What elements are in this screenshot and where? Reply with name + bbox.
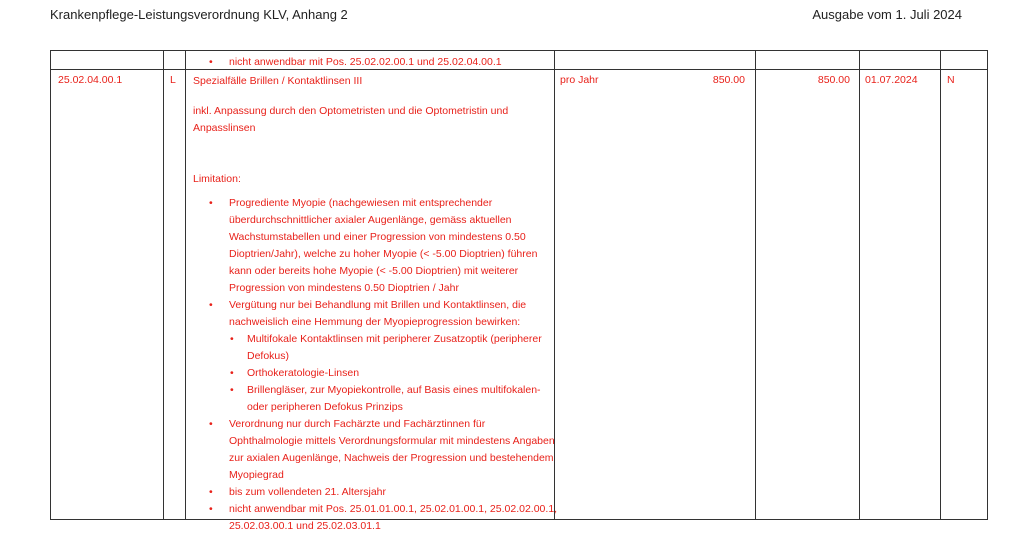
flag-cell: N xyxy=(947,74,955,86)
description-incl: inkl. Anpassung durch den Optometristen und die Optometristin und Anpasslinsen xyxy=(193,105,509,134)
sub-list xyxy=(229,331,558,416)
description-cell xyxy=(193,73,558,535)
list-item: • Verordnung nur durch Fachärzte und Fachärztinnen für Ophthalmologie mittels Verordnungsformular mit mindestens Angaben zur axialen Augenlänge, Nachweis der Progression und bestehendem Myopiegrad xyxy=(229,416,558,484)
limitation-list xyxy=(193,195,558,535)
document-title: Krankenpflege-Leistungsverordnung KLV, Anhang 2 xyxy=(50,7,348,22)
code-letter: L xyxy=(170,74,176,86)
list-item-text: Vergütung nur bei Behandlung mit Brillen und Kontaktlinsen, die nachweislich eine Hemmung der Myopieprogression bewirken: xyxy=(229,299,527,328)
list-item: • nicht anwendbar mit Pos. 25.01.01.00.1, 25.02.01.00.1, 25.02.02.00.1, 25.02.03.00.1 und 25.02.03.01.1 xyxy=(229,501,558,535)
column-divider xyxy=(163,51,164,519)
description-title: Spezialfälle Brillen / Kontaktlinsen III xyxy=(193,75,363,87)
column-divider xyxy=(859,51,860,519)
position-number: 25.02.04.00.1 xyxy=(58,74,123,86)
unit-cell: pro Jahr xyxy=(560,74,599,86)
date-cell: 01.07.2024 xyxy=(865,74,918,86)
limitation-label: Limitation: xyxy=(193,173,241,185)
edition-date: Ausgabe vom 1. Juli 2024 xyxy=(812,7,962,22)
column-divider xyxy=(940,51,941,519)
sub-list-item: • Multifokale Kontaktlinsen mit peripherer Zusatzoptik (peripherer Defokus) xyxy=(247,331,558,365)
amount-cell-1: 850.00 xyxy=(712,74,745,86)
sub-list-item: • Orthokeratologie-Linsen xyxy=(247,365,558,382)
column-divider xyxy=(755,51,756,519)
list-item: • Progrediente Myopie (nachgewiesen mit entsprechender überdurchschnittlicher axialer Augenlänge, gemäss aktuellen Wachstumstabellen und einer Progression von mindestens 0.50 Dioptrien/Jahr), welche zu hoher Myopie (< -5.00 Dioptrien) führen kann oder bereits hohe Myopie (< -5.00 Dioptrien) mit weiterer Progression von mindestens 0.50 Dioptrien / Jahr xyxy=(229,195,558,297)
prev-row-bullet: • nicht anwendbar mit Pos. 25.02.02.00.1 und 25.02.04.00.1 xyxy=(229,56,502,68)
amount-cell-2: 850.00 xyxy=(817,74,850,86)
tariff-table xyxy=(50,50,988,532)
sub-list-item: • Brillengläser, zur Myopiekontrolle, auf Basis eines multifokalen- oder peripheren Defokus Prinzips xyxy=(247,382,558,416)
list-item: • bis zum vollendeten 21. Altersjahr xyxy=(229,484,558,501)
column-divider xyxy=(185,51,186,519)
row-divider xyxy=(51,69,987,70)
list-item xyxy=(229,297,558,416)
